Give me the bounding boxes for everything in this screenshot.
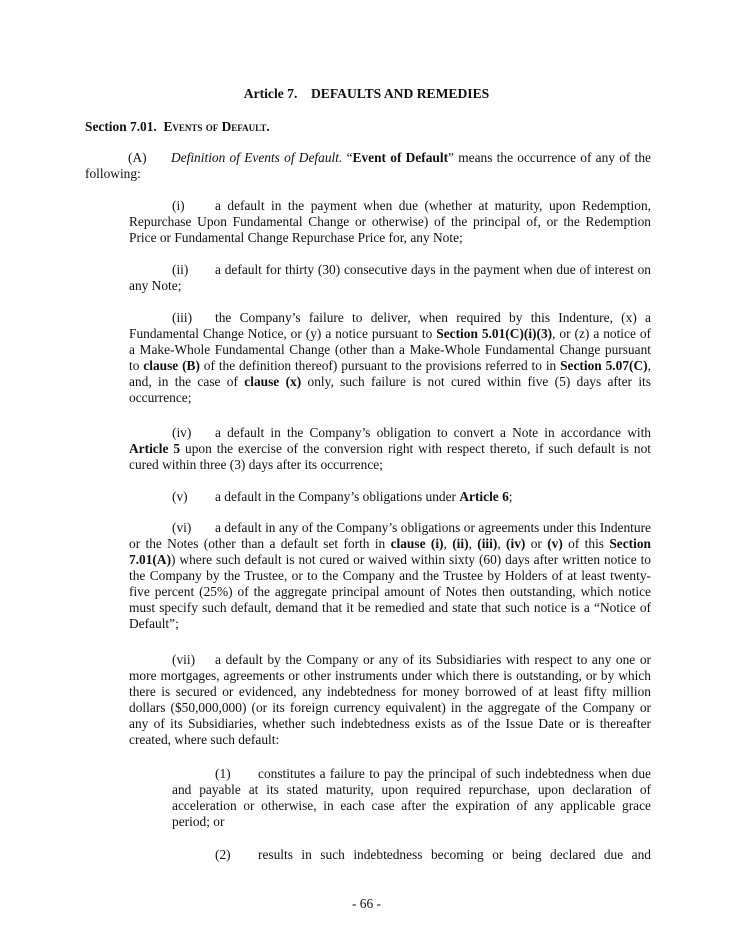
clause-ii xyxy=(129,262,651,294)
paragraph-a xyxy=(85,150,651,182)
clause-iii xyxy=(129,310,651,406)
clause-iv-label: (iv) xyxy=(172,425,192,440)
page-number: - 66 - xyxy=(351,896,381,911)
clause-i xyxy=(129,198,651,246)
cross-reference: (iv) xyxy=(506,536,526,551)
clause-iii-text: , or (z) a notice of a Make-Whole Fundamental Change (other than a Make-Whole Fundamental Change pursuant to xyxy=(129,326,652,373)
cross-reference: (iii) xyxy=(477,536,498,551)
clause-v-text: a default in the Company’s obligations under xyxy=(215,489,460,504)
section-heading xyxy=(85,119,270,135)
clause-vii-text: a default by the Company or any of its Subsidiaries with respect to any one or more mortgages, agreements or other instruments under which there is outstanding, or by which there is secured or evidenced, any indebtedness for money borrowed of at least fifty million dollars ($50,000,000) (or its foreign currency equivalent) in the aggregate of the Company or any of its Subsidiaries, whether such indebtedness exists as of the Issue Date or is thereafter created, where such default: xyxy=(129,652,651,747)
clause-vi-text: , xyxy=(468,536,478,551)
clause-i-label: (i) xyxy=(172,198,185,213)
clause-iii-text: of the definition thereof) pursuant to the provisions referred to in xyxy=(199,358,561,373)
clause-vii xyxy=(129,652,651,748)
paragraph-a-label: (A) xyxy=(128,150,147,165)
clause-ii-label: (ii) xyxy=(172,262,189,277)
cross-reference: (ii) xyxy=(452,536,469,551)
clause-iii-text: only, such failure is not cured within five (5) days after its occurrence; xyxy=(129,374,651,405)
clause-iv-text: a default in the Company’s obligation to convert a Note in accordance with xyxy=(215,425,651,440)
clause-v xyxy=(129,489,651,505)
cross-reference: (v) xyxy=(547,536,563,551)
clause-v-text: ; xyxy=(508,489,513,504)
clause-vi-text: a default in any of the Company’s obligations or agreements under this Indenture or the Notes (other than a default set forth in xyxy=(129,520,651,551)
clause-vi-text: ) where such default is not cured or waived within sixty (60) days after written notice to the Company by the Trustee, or to the Company and the Trustee by Holders of at least twenty-five percent (25%) of the aggregate principal amount of Notes then outstanding, which notice must specify such default, demand that it be remedied and state that such notice is a “Notice of Default”; xyxy=(129,552,651,631)
clause-vii-label: (vii) xyxy=(172,652,196,667)
section-number: Section 7.01. xyxy=(85,119,157,134)
clause-iii-text: the Company’s failure to deliver, when required by this Indenture, (x) a Fundamental Change Notice, or (y) a notice pursuant to xyxy=(129,310,651,341)
clause-vi xyxy=(129,520,651,632)
clause-vi-text: of this xyxy=(562,536,610,551)
cross-reference: clause (B) xyxy=(143,358,200,373)
cross-reference: Section 5.07(C) xyxy=(560,358,648,373)
subclause-1-text: constitutes a failure to pay the principal of such indebtedness when due and payable at its stated maturity, upon required repurchase, upon declaration of acceleration or otherwise, in each case after the expiration of any applicable grace period; or xyxy=(172,766,651,829)
subclause-2-text: results in such indebtedness becoming or being declared due and xyxy=(258,847,651,862)
clause-iii-text: , and, in the case of xyxy=(129,358,651,389)
subclause-1-label: (1) xyxy=(215,766,231,781)
subclause-2-label: (2) xyxy=(215,847,231,862)
clause-vi-label: (vi) xyxy=(172,520,192,535)
section-title: Events of Default. xyxy=(163,119,270,134)
article-title: Article 7. DEFAULTS AND REMEDIES xyxy=(243,86,490,101)
subclause-2 xyxy=(172,847,651,863)
cross-reference: Article 5 xyxy=(129,441,181,456)
cross-reference: clause (i) xyxy=(390,536,444,551)
clause-i-text: a default in the payment when due (whether at maturity, upon Redemption, Repurchase Upon Fundamental Change or otherwise) of the principal of, or the Redemption Price or Fundamental Change Repurchase Price for, any Note; xyxy=(129,198,651,245)
cross-reference: Section 5.01(C)(i)(3) xyxy=(436,326,553,341)
clause-vi-text: or xyxy=(525,536,548,551)
paragraph-a-title: Definition of Events of Default. xyxy=(171,150,343,165)
clause-iv xyxy=(129,425,651,473)
cross-reference: Section 7.01(A) xyxy=(129,536,651,567)
clause-vi-text: , xyxy=(443,536,453,551)
clause-iii-label: (iii) xyxy=(172,310,193,325)
clause-ii-text: a default for thirty (30) consecutive days in the payment when due of interest on any Note; xyxy=(129,262,651,293)
clause-v-label: (v) xyxy=(172,489,188,504)
paragraph-a-open-quote: “ xyxy=(346,150,353,165)
subclause-1 xyxy=(172,766,651,830)
cross-reference: Article 6 xyxy=(459,489,509,504)
clause-vi-text: , xyxy=(497,536,507,551)
cross-reference: clause (x) xyxy=(244,374,302,389)
defined-term: Event of Default xyxy=(352,150,449,165)
paragraph-a-text: ” means the occurrence of any of the following: xyxy=(85,150,651,181)
clause-iv-text: upon the exercise of the conversion right with respect thereto, if such default is not cured within three (3) days after its occurrence; xyxy=(129,441,651,472)
